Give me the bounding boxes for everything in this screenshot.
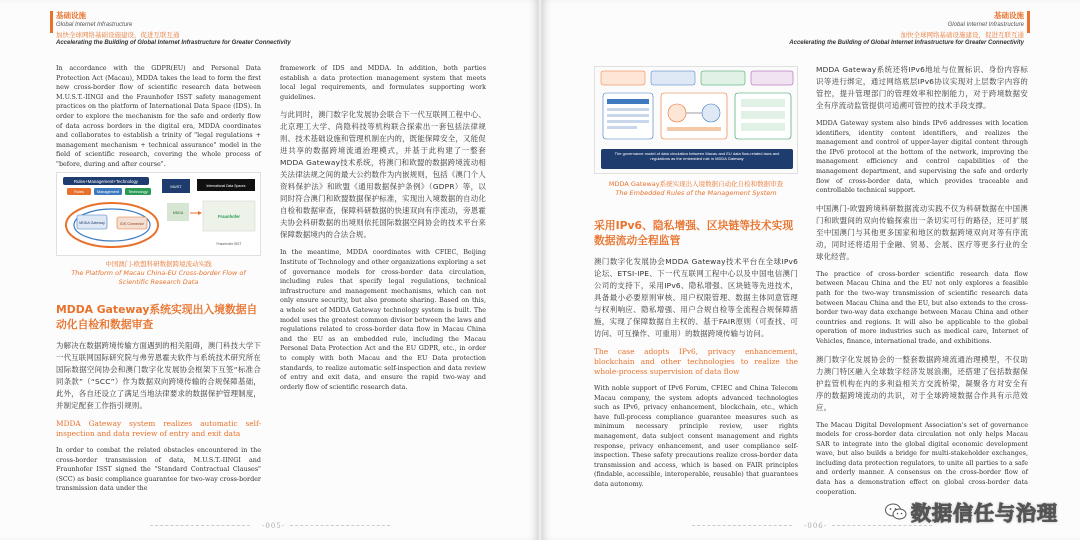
diagram-node-fraunhofer: Fraunhofer xyxy=(217,214,241,219)
right-col2-zh-paragraph-1: MDDA Gateway系统还将IPv6地址与位置标识、身份内容标识等进行绑定，通过网络底层IPv6协议实现对上层数字内容的管控，提升管理部门的管理效率和控制能力，对于跨境数据安全有序流动监管提供可追溯可管控的技术手段支撑。 xyxy=(816,65,1028,110)
diagram-node-ids: International Data Spaces xyxy=(206,184,246,188)
right-en-paragraph: With noble support of IPv6 Forum, CFIEC and China Telecom Macau company, the system adopts advanced technologies such as IPv6, privacy enhancement, blockchain, etc., which have full-process compliance guarantee measures such as minimum necessary principle review, user rights management, data subject consent management and rights response, privacy enhancement, and user compliance self-inspection. These safety precautions realize cross-border data transmission and access, which is based on FAIR principles (findable, accessible, interoperable, reusable) that guarantees data autonomy. xyxy=(594,384,798,488)
header-subtitle-en: Accelerating the Building of Global Internet Infrastructure for Greater Connectivity xyxy=(789,40,1024,46)
left-zh-paragraph: 为解决在数据跨境传输方面遇到的相关阻碍，澳门科技大学下一代互联网国际研究院与弗劳恩霍夫软件与系统技术研究所在国际数据空间协会和澳门数字化发展协会框架下互签“标准合同条款”（“SCC”）作为数据双向跨境传输的合规保障基础，此外，各自还设立了满足当地法律要求的数据保护管理制度，并制定配套工作指引规则。 xyxy=(56,341,261,410)
left-page-header xyxy=(56,10,291,46)
right-col2-zh-paragraph-3: 澳门数字化发展协会的一整套数据跨境流通治理模型，不仅助力澳门特区融入全球数字经济发展浪潮，还搭建了包括数据保护监管机构在内的多利益相关方交流桥梁，凝聚各方对安全有序的数据跨境流动的共识，对于全球跨境数据合作具有示范效应。 xyxy=(816,354,1028,412)
left-column-2 xyxy=(280,64,486,399)
header-title-en: Global Internet Infrastructure xyxy=(56,22,133,28)
right-col2-en-paragraph-3: The Macau Digital Development Association's set of governance models for cross-border data circulation not only helps Macau SAR to integrate into the global digital economic development wave, but also builds a bridge for multi-stakeholder exchanges, including data protection regulators, to unite all parties to a safe and orderly manner. A consensus on the cross-border flow of data has a demonstration effect on global cross-border data cooperation. xyxy=(816,420,1028,496)
right-section-title: 采用IPv6、隐私增强、区块链等技术实现数据流动全程监管 xyxy=(594,219,794,247)
wechat-icon xyxy=(885,503,907,521)
header-accent-bar xyxy=(1027,11,1030,33)
right-figure-caption xyxy=(594,180,798,198)
left-orange-subheading: MDDA Gateway system realizes automatic self-inspection and data review of entry and exit data xyxy=(56,419,261,438)
diagram-box-rules: Rules xyxy=(74,190,84,194)
intro-paragraph: In accordance with the GDPR(EU) and Personal Data Protection Act (Macau), MDDA takes the lead to form the first new cross-border flow of scientific research data between M.U.S.T.-IINGI and the Fraunhofer ISST safety management practices on the platform of International Data Space (IDS). In order to explore the mechanism for the safe and orderly flow of data across borders in the digital era, MDDA coordinates and collaborates to establish a trinity of "legal regulations + management mechanism + technical assurance" model in the field of scientific research, covering the whole process of "before, during and after course". xyxy=(56,64,261,168)
diagram-node-must: MUST xyxy=(170,184,182,189)
right-col2-en-paragraph-2: The practice of cross-border scientific research data flow between Macau China and the EU not only explores a feasible path for the two-way transmission of scientific research data between Macau China and the EU, but also extends to the cross-border two-way data exchange between Macau China and other countries and regions. It will also be applicable to the global operation of more industries such as medical care, Internet of Vehicles, finance, international trade, and exhibitions. xyxy=(816,269,1028,345)
right-col2-zh-paragraph-2: 中国澳门-欧盟跨境科研数据流动实践不仅为科研数据在中国澳门和欧盟间的双向传输探索出一条切实可行的路径，还可扩展至中国澳门与其他更多国家和地区的数据跨境双向对等有序流动，同时还将适用于金融、贸易、会展、医疗等更多行业的全球化经营。 xyxy=(816,203,1028,261)
left-en-paragraph: In order to combat the related obstacles encountered in the cross-border transmission of data, M.U.S.T.-IINGI and Fraunhofer ISST signed the "Standard Contractual Clauses" (SCC) as basic compliance guarantee for two-way cross-border transmission data under the xyxy=(56,446,261,493)
left-column-1-lower xyxy=(56,340,261,501)
right-page-number: -006- xyxy=(804,522,828,530)
diagram-box-management: Management xyxy=(96,190,120,194)
right-figure-caption-zh: MDDA Gateway系统实现出入境数据自动化自检和数据审查 xyxy=(608,180,784,188)
right-column-1 xyxy=(594,256,798,497)
diagram-box-technology: Technology xyxy=(128,190,148,194)
left-page xyxy=(0,0,538,540)
embedded-rules-figure xyxy=(594,66,798,174)
left-figure-caption-en: The Platform of Macau China-EU Cross-border Flow of Scientific Research Data xyxy=(71,269,246,286)
right-col2-en-paragraph-1: MDDA Gateway system also binds IPv6 addresses with location identifiers, identity content identifiers, and realizes the management and control of upper-layer digital content through the IPv6 protocol at the bottom of the network, improving the management efficiency and control capabilities of the management department, and supervising the safe and orderly flow of cross-border data, which provides traceable and controllable technical support. xyxy=(816,119,1028,195)
right-page-header xyxy=(789,10,1024,46)
left-section-title: MDDA Gateway系统实现出入境数据自动化自检和数据审查 xyxy=(56,303,258,331)
header-title-zh: 基础设施 xyxy=(994,11,1024,20)
right-page xyxy=(542,0,1080,540)
header-title-en: Global Internet Infrastructure xyxy=(947,22,1024,28)
diagram-node-connector: IDS Connector xyxy=(120,222,144,226)
right-column-2 xyxy=(816,64,1028,504)
watermark-text: 数据信任与治理 xyxy=(911,501,1058,525)
left-col2-en-paragraph-2: In the meantime, MDDA coordinates with CFIEC, Beijing Institute of Technology and other organizations exploring a set of governance models for cross-border data circulation, including rules that specify legal regulations, technical infrastructure and management mechanisms, which can not only ensure security, but also promote sharing. Based on this, a whole set of MDDA Gateway technology system is built. The model uses the greatest common divisor between the laws and regulations related to cross-border data flow in Macau China and the EU as an embedded rule, including the Macau Personal Data Protection Act and the EU GDPR, etc., in order to comply with both Macau and the EU Data protection standards, to realize automatic self-inspection and data review of entry and exit data, and ensure the rapid two-way and orderly flow of scientific research data. xyxy=(280,248,486,391)
right-orange-subheading: The case adopts IPv6, privacy enhancement, blockchain and other technologies to realize the whole-process supervision of data flow xyxy=(594,347,798,376)
right-figure-caption-en: The Embedded Rules of the Management System xyxy=(615,189,777,197)
macau-eu-platform-figure xyxy=(56,172,261,256)
diagram-node-mdda: MDDA xyxy=(172,211,184,215)
header-subtitle-zh: 加快全球网络基础设施建设，促进互联互通 xyxy=(56,32,180,39)
wechat-watermark xyxy=(885,497,1058,526)
header-title-zh: 基础设施 xyxy=(56,11,86,20)
platform-diagram xyxy=(57,173,261,256)
diagram-node-gateway: MDDA Gateway xyxy=(79,221,105,225)
diagram-footer-text: The governance model of data circulation between Macau and EU data flow-related laws and regulations as the embedded rule in MDDA Gateway xyxy=(614,151,780,161)
header-accent-bar xyxy=(50,11,53,33)
left-col2-zh-paragraph: 与此同时，澳门数字化发展协会联合下一代互联网工程中心、北京理工大学、尚隐科技等机构联合探索出一套包括法律规则、技术基础设施和管理机制在内的，既能保障安全，又能促进共享的数据跨境流通治理模式，并基于此构建了一整套MDDA Gateway技术系统，将澳门和欧盟的数据跨境流动相关法律法规之间的最大公约数作为内嵌规则，包括《澳门个人资料保护法》和欧盟《通用数据保护条例》（GDPR）等，以同时符合澳门和欧盟数据保护标准，实现出入境数据的自动化自检和数据审查，保障科研数据的快速双向有序流动，旁恩霍夫协会科研数据的出境则依托国际数据空间协会的技术平台来保障数据境内的合法合规。 xyxy=(280,110,486,240)
diagram-node-fraunhofer-isst: Fraunhofer ISST xyxy=(216,242,242,246)
header-subtitle-zh: 加快全球网络基础设施建设，促进互联互通 xyxy=(900,32,1024,39)
diagram-top-label: Rules+Management+Technology xyxy=(73,179,139,184)
right-zh-paragraph: 澳门数字化发展协会MDDA Gateway技术平台在全球IPv6论坛、ETSI-IPE、下一代互联网工程中心以及中国电信澳门公司的支持下，采用IPv6、隐私增强、区块链等先进技术，具备最小必要原则审核、用户权限管理、数据主体同意管理与权利响应、隐私增强、用户合规自检等全流程合规保障措施，实现了保障数据自主权的、基于FAIR原则（可查找、可访问、可互操作、可重用）的数据跨境传输与访问。 xyxy=(594,257,798,338)
left-column-1 xyxy=(56,64,261,177)
left-page-number: -005- xyxy=(262,522,286,530)
left-figure-caption-zh: 中国澳门-欧盟科研数据跨境流动实践 xyxy=(105,260,212,268)
embedded-rules-diagram xyxy=(595,67,798,174)
left-col2-en-paragraph-1: framework of IDS and MDDA. In addition, both parties establish a data protection management system that meets local legal requirements, and formulates supporting work guidelines. xyxy=(280,64,486,101)
left-figure-caption xyxy=(56,260,261,287)
header-subtitle-en: Accelerating the Building of Global Internet Infrastructure for Greater Connectivity xyxy=(56,40,291,46)
